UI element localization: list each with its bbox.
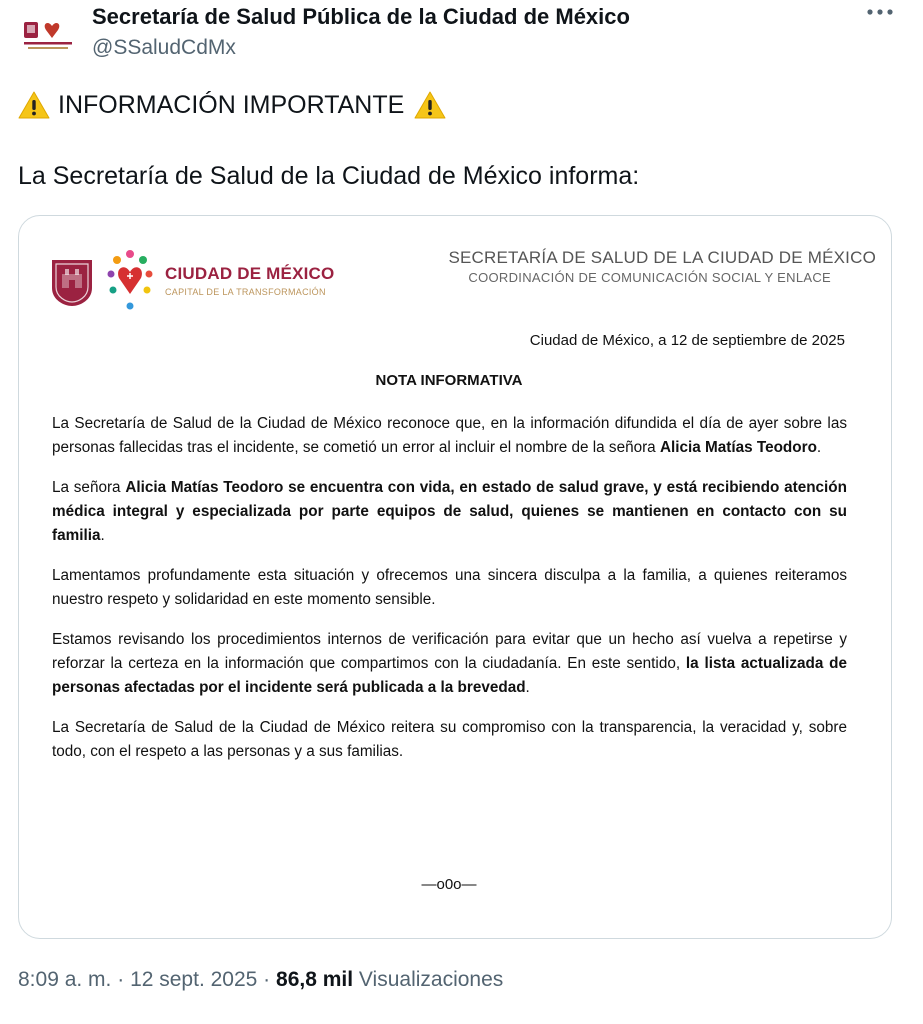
views-count[interactable]: 86,8 mil [276, 968, 354, 991]
warning-icon [414, 90, 446, 120]
separator: · [111, 968, 131, 991]
tweet-date[interactable]: 12 sept. 2025 [130, 968, 258, 991]
doc-body [52, 412, 847, 780]
warning-icon [18, 90, 50, 120]
tweet-time[interactable]: 8:09 a. m. [18, 968, 112, 991]
doc-date: Ciudad de México, a 12 de septiembre de 2025 [529, 332, 845, 349]
author-name[interactable]: Secretaría de Salud Pública de la Ciudad de México [92, 4, 630, 29]
more-icon [862, 2, 898, 22]
avatar-logo-icon [18, 8, 78, 68]
author-avatar[interactable] [18, 8, 78, 68]
doc-paragraph-2: La señora Alicia Matías Teodoro se encuentra con vida, en estado de salud grave, y está recibiendo atención médica integral y especializada por parte equipos de salud, quienes se mantienen en contacto con su familia. [52, 479, 847, 544]
tweet-image-card[interactable] [18, 215, 892, 939]
more-options-button[interactable] [860, 2, 900, 32]
author-handle[interactable]: @SSaludCdMx [92, 36, 236, 59]
doc-city-brand: CIUDAD DE MÉXICO [165, 264, 335, 283]
doc-paragraph-3: Lamentamos profundamente esta situación y ofrecemos una sincera disculpa a la familia, a quienes reiteramos nuestro respeto y solidaridad en este momento sensible. [52, 567, 847, 608]
doc-city-tagline: CAPITAL DE LA TRANSFORMACIÓN [165, 287, 326, 297]
tweet-headline [18, 88, 446, 122]
views-label: Visualizaciones [353, 968, 504, 991]
doc-secretaria-title: SECRETARÍA DE SALUD DE LA CIUDAD DE MÉXICO [448, 248, 876, 267]
tweet-headline-text: INFORMACIÓN IMPORTANTE [58, 90, 405, 119]
doc-end-mark: —o0o— [421, 876, 477, 893]
doc-paragraph-5: La Secretaría de Salud de la Ciudad de México reitera su compromiso con la transparencia, la veracidad y, sobre todo, con el respeto a las personas y a sus familias. [52, 719, 847, 760]
tweet-metadata [18, 968, 503, 992]
doc-secretaria-subtitle: COORDINACIÓN DE COMUNICACIÓN SOCIAL Y ENLACE [468, 270, 831, 285]
cdmx-shield-icon [50, 258, 94, 308]
heart-flowers-icon [105, 246, 155, 312]
tweet-text: La Secretaría de Salud de la Ciudad de México informa: [18, 162, 640, 190]
doc-paragraph-4: Estamos revisando los procedimientos internos de verificación para evitar que un hecho así vuelva a repetirse y reforzar la certeza en la información que compartimos con la ciudadanía. En este sentido, la lista actualizada de personas afectadas por el incidente será publicada a la brevedad. [52, 631, 847, 696]
doc-paragraph-1: La Secretaría de Salud de la Ciudad de México reconoce que, en la información difundida el día de ayer sobre las personas fallecidas tras el incidente, se cometió un error al incluir el nombre de la señora Alicia Matías Teodoro. [52, 415, 847, 456]
tweet-header [0, 0, 923, 80]
separator: · [257, 968, 277, 991]
doc-heading: NOTA INFORMATIVA [375, 372, 523, 389]
